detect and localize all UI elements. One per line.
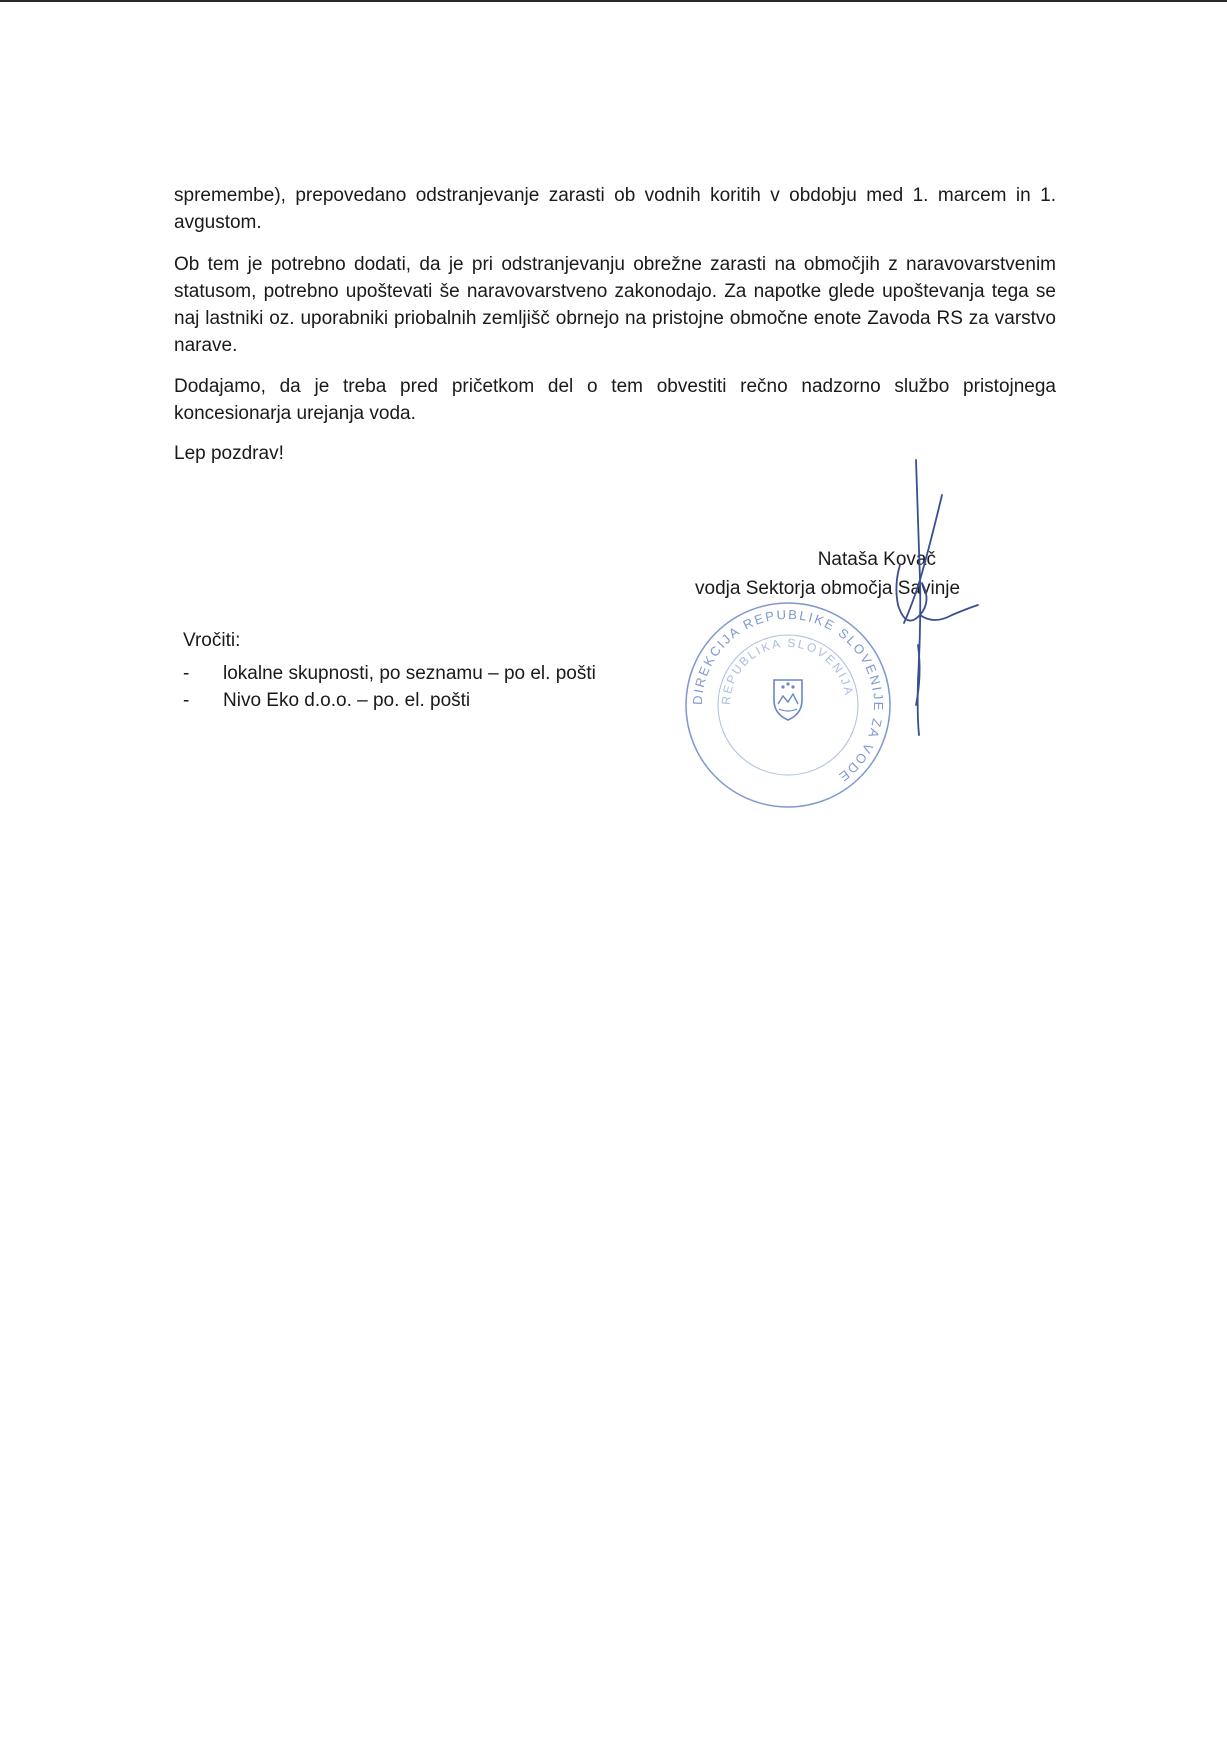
stamp-inner-text: REPUBLIKA SLOVENIJA: [718, 635, 857, 706]
delivery-item-1: lokalne skupnosti, po seznamu – po el. pošti: [223, 663, 596, 684]
bullet-dash: -: [183, 690, 190, 711]
paragraph-3-text: Dodajamo, da je treba pred pričetkom del o tem obvestiti rečno nadzorno službo pristojnega koncesionarja urejanja voda.: [174, 376, 1056, 424]
page-top-border: [0, 0, 1227, 2]
svg-text:DIREKCIJA REPUBLIKE SLOVENIJE: [690, 607, 886, 786]
list-item: [183, 660, 596, 687]
delivery-items: [183, 660, 596, 714]
paragraph-1-text: spremembe), prepovedano odstranjevanje zarasti ob vodnih koritih v obdobju med 1. marcem in 1. avgustom.: [174, 185, 1056, 233]
signatory-name: Nataša Kovač: [817, 549, 936, 570]
delivery-heading: Vročiti:: [183, 630, 241, 651]
paragraph-2: [174, 251, 1056, 359]
handwritten-signature: [860, 455, 990, 740]
svg-text:REPUBLIKA SLOVENIJA: [719, 636, 857, 706]
paragraph-2-text: Ob tem je potrebno dodati, da je pri odstranjevanju obrežne zarasti na območjih z naravovarstvenim statusom, potrebno upoštevati še naravovarstveno zakonodajo. Za napotke glede upoštevanja tega se naj lastniki oz. uporabniki priobalnih zemljišč obrnejo na pristojne območne enote Zavoda RS za varstvo narave.: [174, 254, 1056, 356]
paragraph-1: [174, 182, 1056, 236]
closing-greeting: Lep pozdrav!: [174, 443, 284, 464]
coat-of-arms-icon: [774, 680, 802, 720]
paragraph-3: [174, 373, 1056, 427]
list-item: [183, 687, 596, 714]
delivery-item-2: Nivo Eko d.o.o. – po. el. pošti: [223, 690, 471, 711]
bullet-dash: -: [183, 663, 190, 684]
delivery-list: [183, 627, 596, 714]
stamp-outer-text: DIREKCIJA REPUBLIKE SLOVENIJE ZA VODE: [689, 606, 887, 786]
signatory-role: vodja Sektorja območja Savinje: [695, 578, 961, 599]
